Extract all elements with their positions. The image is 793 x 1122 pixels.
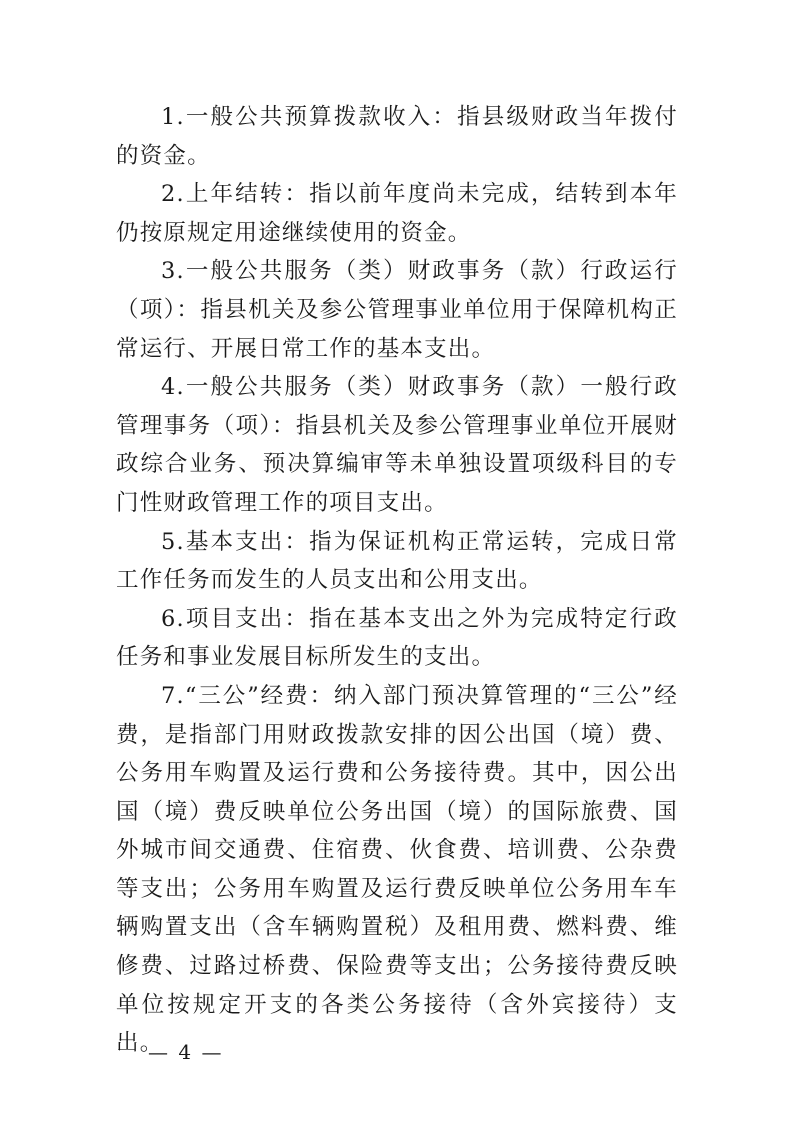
page-number: — 4 — (148, 1040, 224, 1064)
paragraph-project-expenditure: 6.项目支出：指在基本支出之外为完成特定行政任务和事业发展目标所发生的支出。 (116, 605, 678, 671)
paragraph-general-budget-income: 1.一般公共预算拨款收入：指县级财政当年拨付的资金。 (116, 104, 678, 169)
paragraph-three-public-expenses: 7.“三公”经费：纳入部门预决算管理的“三公”经费，是指部门用财政拨款安排的因公出国（境）费、公务用车购置及运行费和公务接待费。其中，因公出国（境）费反映单位公务出国（境）的国际旅费、国外城市间交通费、住宿费、伙食费、培训费、公杂费等支出；公务用车购置及运行费反映单位公务用车车辆购置支出（含车辆购置税）及租用费、燃料费、维修费、过路过桥费、保险费等支出；公务接待费反映单位按规定开支的各类公务接待（含外宾接待）支出。 (116, 682, 678, 1057)
paragraph-basic-expenditure: 5.基本支出：指为保证机构正常运转，完成日常工作任务而发生的人员支出和公用支出。 (116, 528, 678, 594)
paragraph-prior-year-carryover: 2.上年结转：指以前年度尚未完成，结转到本年仍按原规定用途继续使用的资金。 (116, 181, 678, 246)
paragraph-administrative-operation: 3.一般公共服务（类）财政事务（款）行政运行（项）：指县机关及参公管理事业单位用于保障机构正常运行、开展日常工作的基本支出。 (116, 258, 678, 362)
paragraph-general-administrative-affairs: 4.一般公共服务（类）财政事务（款）一般行政管理事务（项）：指县机关及参公管理事业单位开展财政综合业务、预决算编审等未单独设置项级科目的专门性财政管理工作的项目支出。 (116, 374, 678, 516)
document-body (116, 98, 678, 1063)
